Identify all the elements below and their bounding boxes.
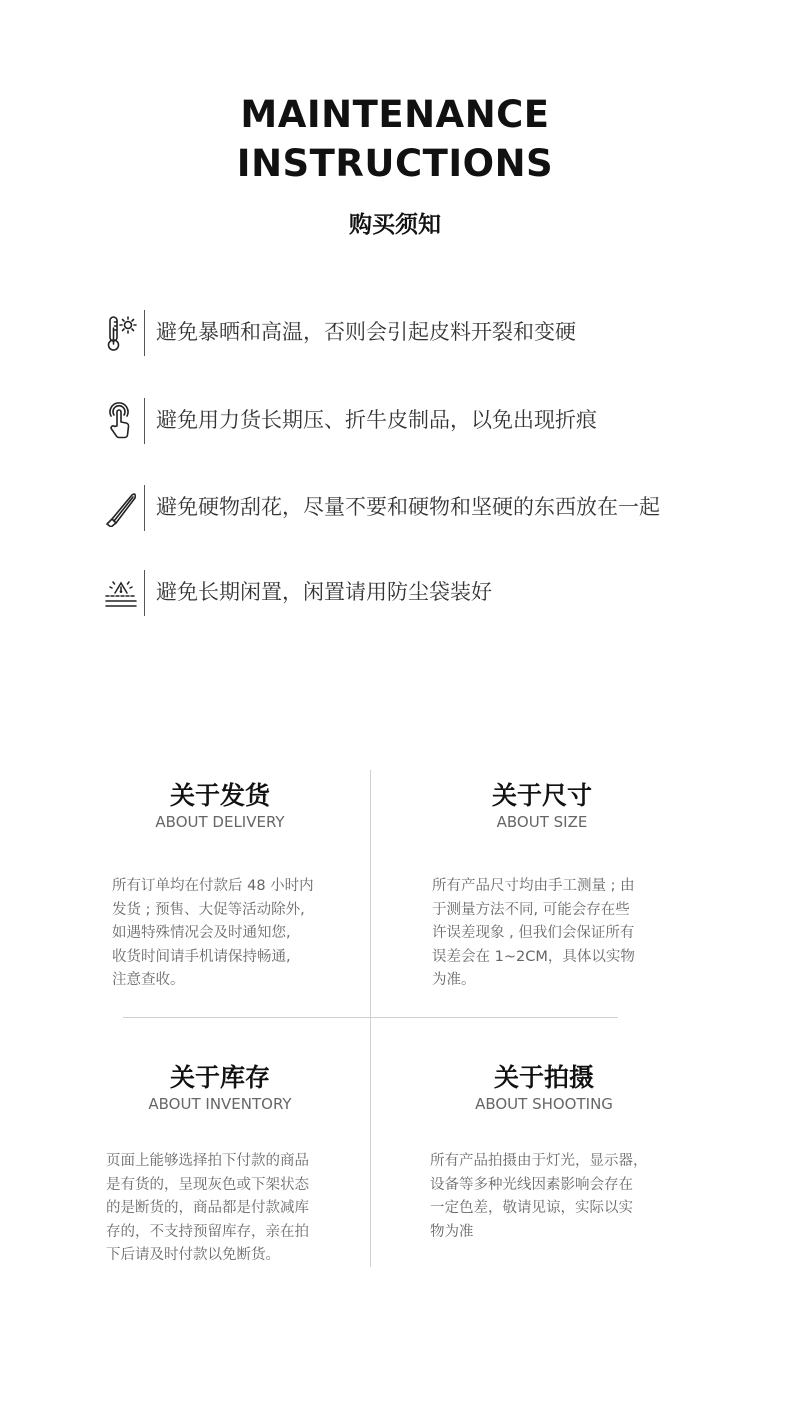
- inventory-subtitle: ABOUT INVENTORY: [148, 1095, 292, 1113]
- care-item-heat: [104, 310, 744, 356]
- delivery-text: [112, 875, 314, 993]
- text-line: 页面上能够选择拍下付款的商品: [106, 1153, 309, 1169]
- text-line: 为准。: [432, 972, 476, 989]
- text-line: 物为准: [430, 1223, 474, 1240]
- text-line: 的是断货的，商品都是付款减库: [106, 1200, 309, 1217]
- care-item-storage: [104, 570, 744, 616]
- size-text: [432, 875, 635, 993]
- shooting-title: 关于拍摄: [493, 1063, 594, 1092]
- divider: [144, 310, 145, 356]
- care-item-text: 避免暴晒和高温，否则会引起皮料开裂和变硬: [156, 320, 576, 344]
- shooting-subtitle: ABOUT SHOOTING: [475, 1095, 613, 1113]
- divider: [144, 570, 145, 616]
- finger-press-icon: [104, 402, 138, 440]
- grid-divider-vertical: [370, 770, 371, 1267]
- text-line: 如遇特殊情况会及时通知您,: [112, 925, 291, 942]
- page-title-line-2: INSTRUCTIONS: [236, 142, 554, 185]
- size-title: 关于尺寸: [491, 781, 592, 810]
- divider: [144, 398, 145, 444]
- inventory-title: 关于库存: [169, 1063, 270, 1092]
- text-line: 所有产品拍摄由于灯光，显示器，: [430, 1153, 648, 1169]
- text-line: 于测量方法不同, 可能会存在些: [432, 901, 630, 918]
- shooting-text: [430, 1150, 648, 1244]
- care-item-text: 避免长期闲置，闲置请用防尘袋装好: [156, 580, 492, 604]
- grid-divider-horizontal: [123, 1017, 618, 1018]
- text-line: 许误差现象 , 但我们会保证所有: [432, 925, 635, 942]
- care-item-text: 避免用力货长期压、折牛皮制品，以免出现折痕: [156, 408, 597, 432]
- text-line: 误差会在 1~2CM，具体以实物: [432, 948, 635, 965]
- text-line: 发货 ; 预售、大促等活动除外,: [112, 901, 305, 918]
- care-item-pressure: [104, 398, 744, 444]
- page-title-line-1: MAINTENANCE: [240, 93, 550, 136]
- thermometer-sun-icon: [104, 314, 138, 352]
- delivery-title: 关于发货: [169, 781, 270, 810]
- inventory-text: [106, 1150, 309, 1268]
- delivery-subtitle: ABOUT DELIVERY: [155, 813, 285, 831]
- text-line: 收货时间请手机请保持畅通,: [112, 948, 291, 965]
- text-line: 一定色差，敬请见谅，实际以实: [430, 1200, 633, 1217]
- care-item-text: 避免硬物刮花，尽量不要和硬物和坚硬的东西放在一起: [156, 495, 660, 519]
- size-subtitle: ABOUT SIZE: [496, 813, 588, 831]
- page-subtitle: 购买须知: [349, 212, 441, 238]
- text-line: 下后请及时付款以免断货。: [106, 1247, 280, 1264]
- dust-storage-icon: [104, 574, 138, 612]
- text-line: 注意查收。: [112, 972, 185, 989]
- text-line: 存的，不支持预留库存，亲在拍: [106, 1223, 309, 1240]
- text-line: 是有货的，呈现灰色或下架状态: [106, 1176, 309, 1193]
- text-line: 所有订单均在付款后 48 小时内: [112, 878, 314, 894]
- text-line: 设备等多种光线因素影响会存在: [430, 1176, 633, 1193]
- text-line: 所有产品尺寸均由手工测量 ; 由: [432, 878, 635, 894]
- knife-icon: [104, 489, 138, 527]
- divider: [144, 485, 145, 531]
- care-item-scratch: [104, 485, 744, 531]
